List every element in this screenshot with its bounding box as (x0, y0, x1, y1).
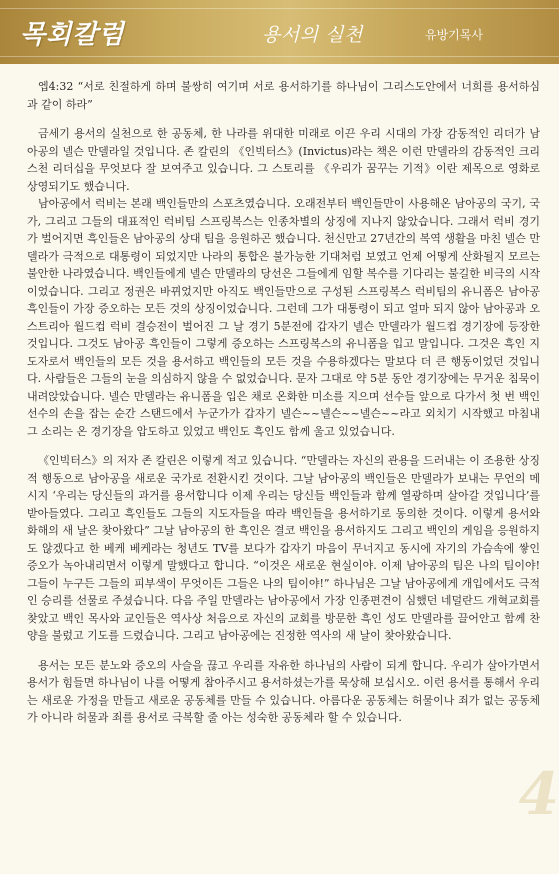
header-bottom-line (0, 56, 559, 57)
paragraph-3: 《인빅터스》의 저자 존 칼린은 이렇게 적고 있습니다. “만델라는 자신의 관용을 드러내는 이 조용한 상징적 행동으로 남아공을 새로운 국가로 전환시킨 것이다. 그날 남아공의 백인들은 만델라가 보내는 무언의 메시지 ‘우리는 당신들의 과거를 용서합니다 이제 우리는 당신들 백인들과 함께 열광하며 살아갈 것입니다’를 받아들였다. 그리고 흑인들도 그들의 지도자들을 따라 백인들을 용서하기로 동의한 것이다. 이렇게 용서와 화해의 새 날은 찾아왔다” 그날 남아공의 한 흑인은 결코 백인을 용서하지도 그리고 백인의 게임을 응원하지도 않겠다고 한 베케 베케라는 청년도 TV를 보다가 갑자기 마음이 무너지고 동시에 자기의 가슴속에 쌓인 증오가 녹아내리면서 이렇게 말했다고 합니다. “이것은 새로운 현실이야. 이제 남아공의 팀은 나의 팀이야! 그들이 누구든 그들의 피부색이 무엇이든 그들은 나의 팀이야!” 하나님은 그날 남아공에게 개입에서도 극적인 승리를 선물로 주셨습니다. 다음 주일 만델라는 남아공에서 가장 인종편견이 심했던 네덜란드 개혁교회를 찾았고 백인 목사와 교인들은 역사상 처음으로 자신의 교회를 방문한 흑인 성도 만델라를 끌어안고 함께 찬양을 불렀고 기도를 드렸습니다. 그리고 남아공에는 진정한 역사의 새 날이 찾아왔습니다. (27, 454, 540, 642)
paragraph-1: 금세기 용서의 실천으로 한 공동체, 한 나라를 위대한 미래로 이끈 우리 시대의 가장 감동적인 리더가 남아공의 넬슨 만델라일 것입니다. 존 칼린의 《인빅터스》(Invictus)라는 책은 이런 만델라의 감동적인 크리스천 리더십을 무엇보다 잘 보여주고 있습니다. 그 스토리를 《우리가 꿈꾸는 기적》이란 제목으로 영화로 상영되기도 했습니다. (27, 127, 540, 193)
column-brand: 목회칼럼 (20, 20, 125, 50)
page-number: 4 (518, 760, 559, 828)
column-author: 유방기목사 (425, 28, 483, 42)
scripture-verse: 엡4:32 “서로 친절하게 하며 불쌍히 여기며 서로 용서하기를 하나님이 그리스도안에서 너희를 용서하심과 같이 하라” (27, 80, 540, 111)
column-title: 용서의 실천 (262, 24, 363, 46)
paragraph-4: 용서는 모든 분노와 증오의 사슬을 끊고 우리를 자유한 하나님의 사람이 되게 합니다. 우리가 살아가면서 용서가 힘들면 하나님이 나를 어떻게 참아주시고 용서하셨는가를 묵상해 보십시오. 이런 용서를 통해서 우리는 새로운 가정을 만들고 새로운 공동체를 만들 수 있습니다. 아름다운 공동체는 허물이나 죄가 없는 공동체가 아니라 허물과 죄를 용서로 극복할 줄 아는 성숙한 공동체라 할 수 있습니다. (27, 658, 540, 724)
column-header (0, 0, 559, 64)
header-top-line (0, 8, 559, 9)
column-body (27, 78, 540, 727)
paragraph-2: 남아공에서 럭비는 본래 백인들만의 스포츠였습니다. 오래전부터 백인들만이 사용해온 남아공의 국기, 국가, 그리고 그들의 대표적인 럭비팀 스프링복스는 인종차별의 상징에 지나지 않았습니다. 그래서 럭비 경기가 벌어지면 흑인들은 남아공의 상대 팀을 응원하곤 했습니다. 천신만고 27년간의 복역 생활을 마친 넬슨 만델라가 극적으로 대통령이 되었지만 나라의 통합은 불가능한 기대처럼 보였고 언제 어떻게 산화될지 모르는 불안한 나라였습니다. 백인들에게 넬슨 만델라의 당선은 그들에게 임할 복수를 기다리는 불길한 비극의 시작이었습니다. 그리고 정권은 바뀌었지만 아직도 백인들만으로 구성된 스프링복스 럭비팀의 유니폼은 남아공 흑인들이 가장 증오하는 모든 것의 상징이었습니다. 그런데 그가 대통령이 되고 얼마 되지 않아 남아공과 오스트리아 월드컵 럭비 결승전이 벌어진 그 날 경기 5분전에 갑자기 넬슨 만델라가 월드컵 경기장에 등장한 것입니다. 그것도 남아공 흑인들이 그렇게 증오하는 스프링복스의 유니폼을 입고 말입니다. 그것은 흑인 지도자로서 백인들의 모든 것을 용서하고 백인들의 모든 것을 수용하겠다는 말보다 더 큰 행동이었던 것입니다. 사람들은 그들의 눈을 의심하지 않을 수 없었습니다. 문자 그대로 약 5분 동안 경기장에는 무거운 침묵이 내려앉았습니다. 넬슨 만델라는 유니폼을 입은 채로 온화한 미소를 지으며 선수들 앞으로 다가서 첫 번 백인 선수의 손을 잡는 순간 스탠드에서 누군가가 갑자기 넬슨~~넬슨~~넬슨~~라고 외치기 시작했고 마침내 그 소리는 온 경기장을 압도하고 있었고 백인도 흑인도 함께 울고 있었습니다. (27, 197, 540, 438)
